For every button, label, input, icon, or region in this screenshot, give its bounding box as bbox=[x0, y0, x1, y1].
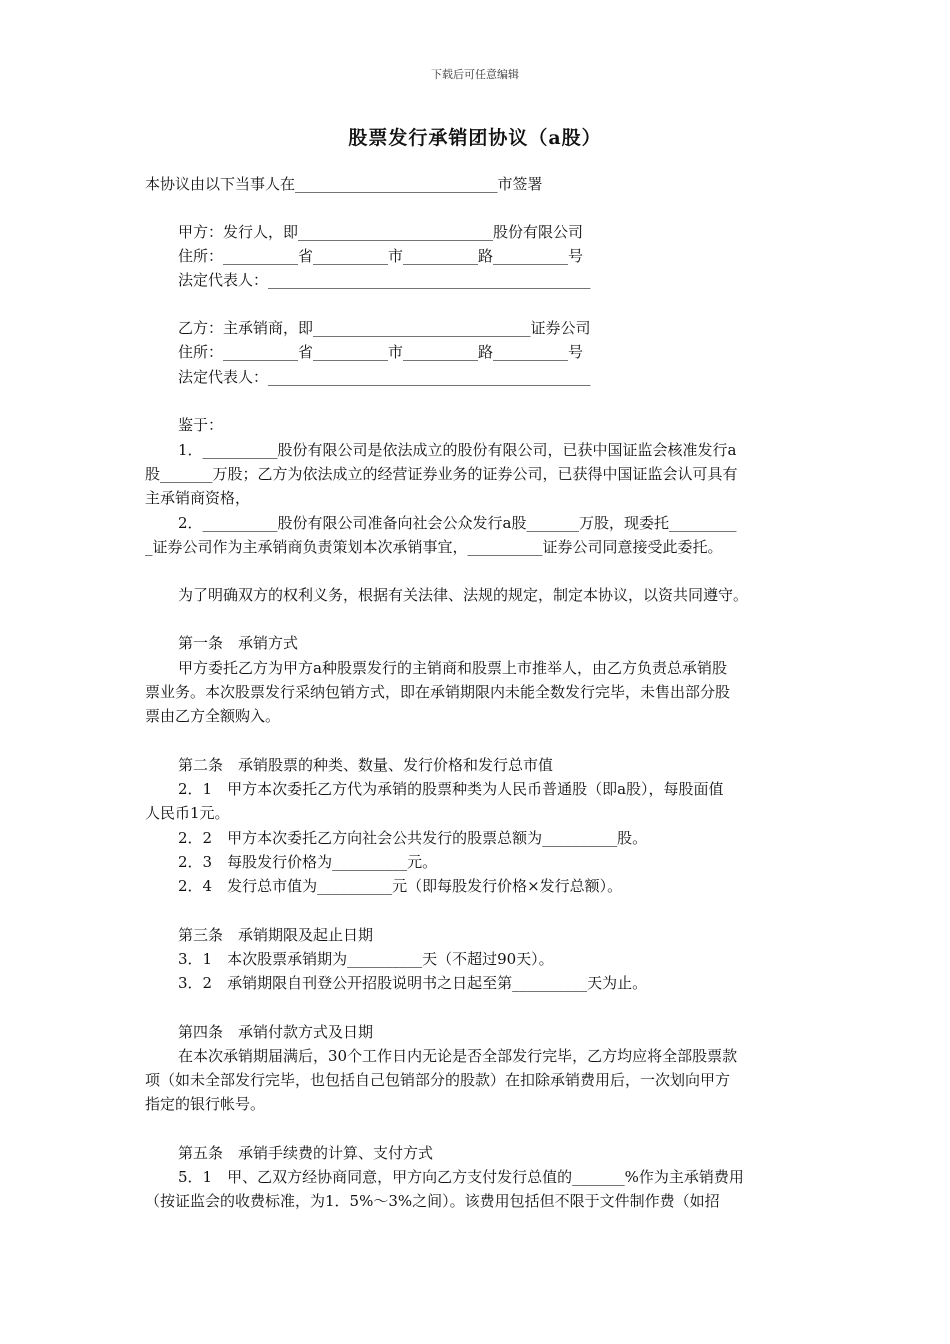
article-5-heading: 第五条 承销手续费的计算、支付方式 bbox=[178, 1144, 434, 1162]
clause-2-4: 2．4 发行总市值为__________元（即每股发行价格×发行总额）。 bbox=[178, 877, 623, 895]
article-1-heading: 第一条 承销方式 bbox=[178, 634, 299, 652]
article-4-text: 在本次承销期届满后，30个工作日内无论是否全部发行完毕，乙方均应将全部股票款 bbox=[178, 1047, 738, 1065]
party-b-address: 住所：__________省__________市__________路__________号 bbox=[178, 343, 584, 361]
clause-5-1: 5．1 甲、乙双方经协商同意，甲方向乙方支付发行总值的_______%作为主承销费用 bbox=[178, 1168, 744, 1186]
article-4-heading: 第四条 承销付款方式及日期 bbox=[178, 1023, 374, 1041]
party-a-line: 甲方：发行人，即__________________________股份有限公司 bbox=[178, 223, 584, 241]
purpose-paragraph: 为了明确双方的权利义务，根据有关法律、法规的规定，制定本协议，以资共同遵守。 bbox=[178, 586, 749, 604]
article-2-heading: 第二条 承销股票的种类、数量、发行价格和发行总市值 bbox=[178, 756, 554, 774]
clause-2-3: 2．3 每股发行价格为__________元。 bbox=[178, 853, 438, 871]
page-header: 下载后可任意编辑 bbox=[431, 68, 519, 81]
article-4-text-cont: 指定的银行帐号。 bbox=[145, 1095, 266, 1113]
article-3-heading: 第三条 承销期限及起止日期 bbox=[178, 926, 374, 944]
whereas-heading: 鉴于： bbox=[178, 416, 224, 434]
signing-place-line: 本协议由以下当事人在___________________________市签署 bbox=[145, 175, 543, 193]
article-1-text-cont: 票业务。本次股票发行采纳包销方式，即在承销期限内未能全数发行完毕，未售出部分股 bbox=[145, 683, 731, 701]
whereas-item-1: 1．__________股份有限公司是依法成立的股份有限公司，已获中国证监会核准发行a bbox=[178, 441, 737, 459]
party-a-representative: 法定代表人：___________________________________________ bbox=[178, 271, 591, 289]
article-4-text-cont: 项（如未全部发行完毕，也包括自己包销部分的股款）在扣除承销费用后，一次划向甲方 bbox=[145, 1071, 731, 1089]
whereas-item-2: 2．__________股份有限公司准备向社会公众发行a股_______万股，现委托_________ bbox=[178, 514, 737, 532]
clause-3-1: 3．1 本次股票承销期为__________天（不超过90天）。 bbox=[178, 950, 554, 968]
clause-2-1-cont: 人民币1元。 bbox=[145, 804, 230, 822]
document-title: 股票发行承销团协议（a股） bbox=[348, 127, 602, 149]
whereas-item-2-cont: _证券公司作为主承销商负责策划本次承销事宜，__________证券公司同意接受此委托。 bbox=[145, 538, 723, 556]
article-1-text-cont: 票由乙方全额购入。 bbox=[145, 707, 281, 725]
clause-2-2: 2．2 甲方本次委托乙方向社会公共发行的股票总额为__________股。 bbox=[178, 829, 648, 847]
clause-2-1: 2．1 甲方本次委托乙方代为承销的股票种类为人民币普通股（即a股），每股面值 bbox=[178, 780, 724, 798]
party-a-address: 住所：__________省__________市__________路__________号 bbox=[178, 247, 584, 265]
party-b-representative: 法定代表人：___________________________________________ bbox=[178, 368, 591, 386]
whereas-item-1-cont: 股_______万股；乙方为依法成立的经营证券业务的证券公司，已获得中国证监会认可具有 bbox=[145, 465, 738, 483]
clause-5-1-cont: （按证监会的收费标准，为1．5%～3%之间）。该费用包括但不限于文件制作费（如招 bbox=[145, 1192, 720, 1210]
clause-3-2: 3．2 承销期限自刊登公开招股说明书之日起至第__________天为止。 bbox=[178, 974, 648, 992]
article-1-text: 甲方委托乙方为甲方a种股票发行的主销商和股票上市推举人，由乙方负责总承销股 bbox=[178, 659, 727, 677]
party-b-line: 乙方：主承销商，即_____________________________证券公司 bbox=[178, 319, 591, 337]
whereas-item-1-cont: 主承销商资格， bbox=[145, 489, 251, 507]
